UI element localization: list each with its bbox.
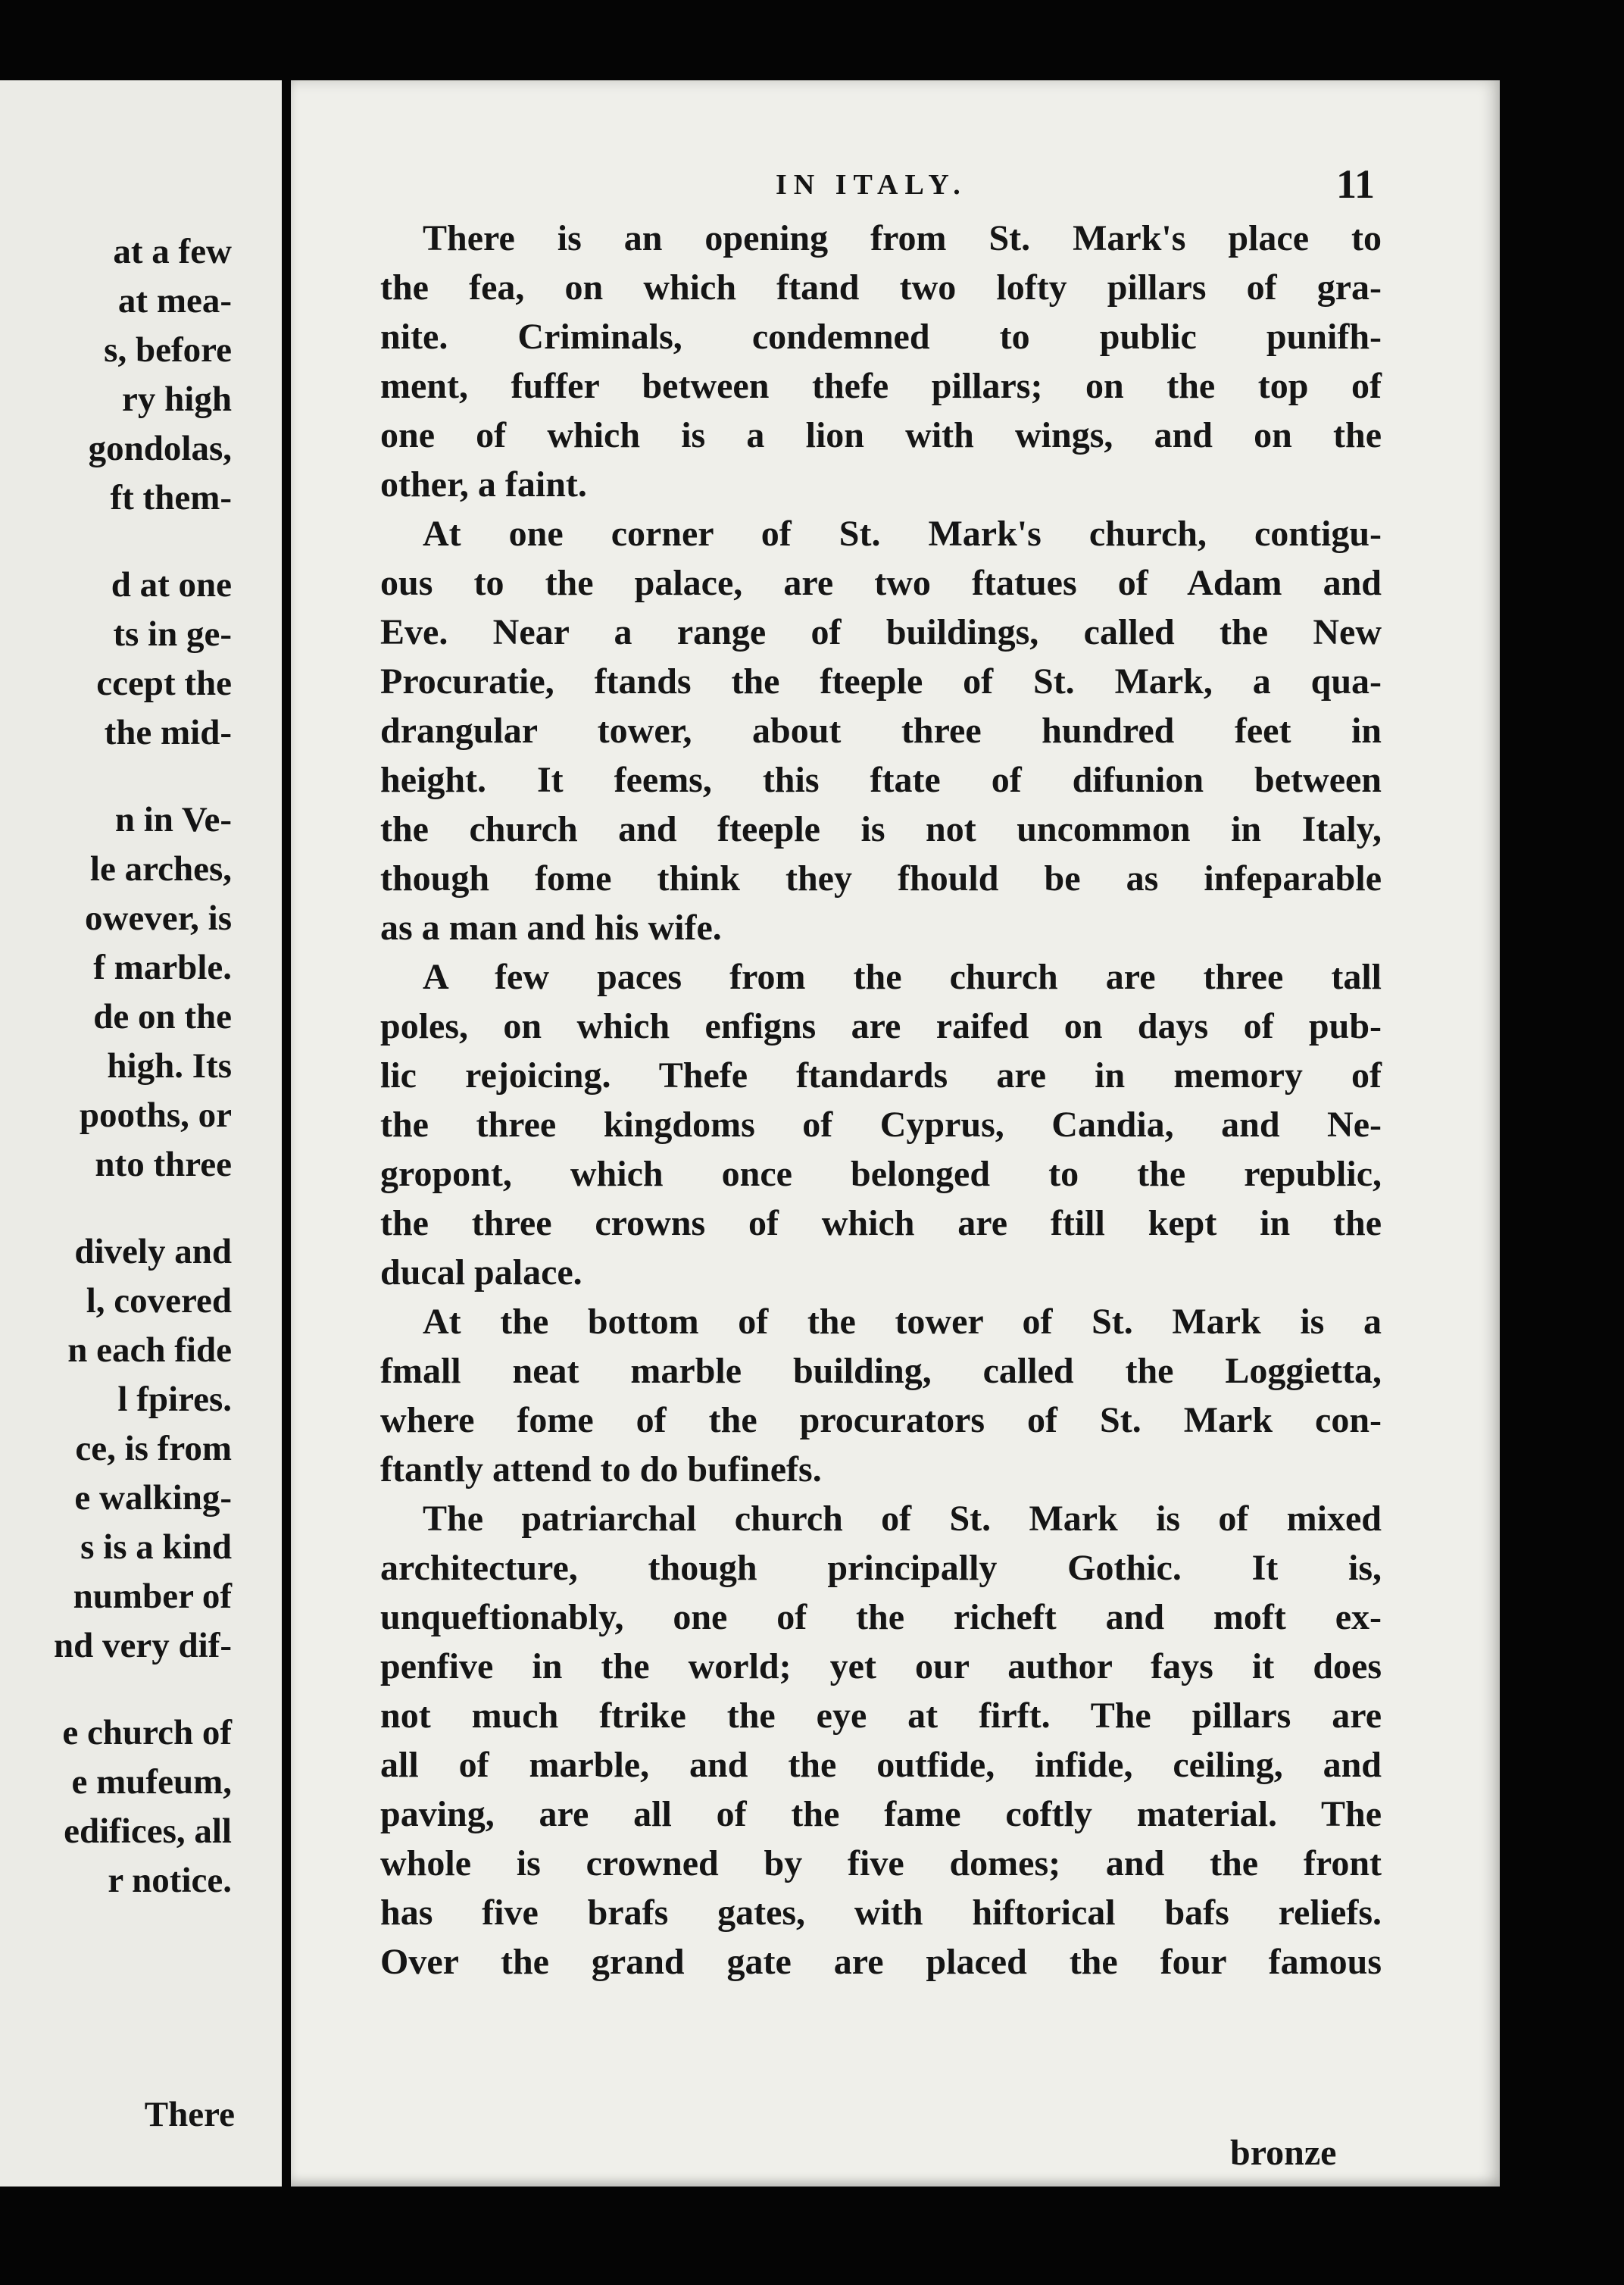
text-line: the three crowns of which are ftill kept in the [380,1203,1382,1243]
text-line: At one corner of St. Mark's church, contigu- [423,514,1382,554]
left-text-line: high. Its [107,1046,232,1086]
left-text-line: r notice. [108,1861,232,1900]
page-gutter [282,80,291,2187]
text-line: has five brafs gates, with hiftorical bafs reliefs. [380,1893,1382,1933]
left-text-line: l, covered [86,1281,232,1321]
running-head: IN ITALY. [776,169,967,201]
left-text-line: at mea- [117,281,232,320]
text-line: A few paces from the church are three tall [423,957,1382,997]
text-line: poles, on which enfigns are raifed on days of pub- [380,1006,1382,1046]
left-text-line: ft them- [110,478,232,517]
left-text-line: de on the [93,997,232,1036]
text-line: as a man and his wife. [380,908,722,948]
left-text-line: pooths, or [79,1096,232,1135]
text-line: ous to the palace, are two ftatues of Adam and [380,563,1382,603]
text-line: Procuratie, ftands the fteeple of St. Mark, a qua- [380,661,1382,702]
left-text-line: dively and [74,1232,232,1271]
left-text-line: nd very dif- [54,1626,232,1665]
page-header [291,161,1500,211]
left-text-line: gondolas, [88,429,232,468]
left-text-line: nto three [95,1145,232,1184]
left-text-line [54,523,232,561]
text-line: though fome think they fhould be as infeparable [380,858,1382,899]
right-page [291,80,1500,2187]
text-line: not much ftrike the eye at firft. The pillars are [380,1696,1382,1736]
left-text-line: le arches, [89,849,232,889]
left-text-line: e mufeum, [71,1762,232,1802]
left-page-text [54,227,232,1905]
text-line: where fome of the procurators of St. Mark con- [380,1400,1382,1440]
text-line: drangular tower, about three hundred feet in [380,711,1382,751]
left-text-line: e walking- [74,1478,232,1518]
text-line: At the bottom of the tower of St. Mark is a [423,1302,1382,1342]
text-line: height. It feems, this ftate of difunion between [380,760,1382,800]
text-line: paving, are all of the fame coftly material. The [380,1794,1382,1834]
left-text-line: f marble. [93,948,232,987]
text-line: There is an opening from St. Mark's place to [423,218,1382,258]
left-page [0,80,284,2187]
text-line: Over the grand gate are placed the four famous [380,1942,1382,1982]
text-line: other, a faint. [380,464,587,505]
text-line: the three kingdoms of Cyprus, Candia, and Ne- [380,1105,1382,1145]
left-text-line [54,1671,232,1708]
text-line: ftantly attend to do bufinefs. [380,1449,822,1489]
text-line: all of marble, and the outfide, infide, ceiling, and [380,1745,1382,1785]
left-text-line: number of [73,1577,232,1616]
text-line: nite. Criminals, condemned to public punifh- [380,317,1382,357]
text-line: lic rejoicing. Thefe ftandards are in memory of [380,1055,1382,1096]
left-text-line: s, before [104,330,232,370]
catchword: bronze [1230,2133,1337,2173]
left-text-line: l fpires. [117,1380,232,1419]
text-line: Eve. Near a range of buildings, called the New [380,612,1382,652]
body-text [380,214,1382,1986]
text-line: whole is crowned by five domes; and the front [380,1843,1382,1883]
left-text-line: edifices, all [64,1811,232,1851]
left-text-line: d at one [111,565,232,605]
text-line: one of which is a lion with wings, and on the [380,415,1382,455]
left-text-line: n each fide [67,1330,232,1370]
left-text-line: owever, is [84,899,232,938]
page-number: 11 [1336,161,1376,207]
text-line: architecture, though principally Gothic. It is, [380,1548,1382,1588]
text-line: the fea, on which ftand two lofty pillars of gra- [380,267,1382,308]
text-line: penfive in the world; yet our author fays it does [380,1646,1382,1686]
left-text-line: e church of [62,1713,232,1752]
text-line: gropont, which once belonged to the republic, [380,1154,1382,1194]
text-line: ducal palace. [380,1252,582,1293]
text-line: The patriarchal church of St. Mark is of mixed [423,1499,1382,1539]
left-text-line: n in Ve- [114,800,232,839]
left-text-line: ts in ge- [113,614,232,654]
left-text-line [54,758,232,796]
left-text-line: the mid- [104,713,232,752]
left-text-line: ry high [122,380,232,419]
left-catchword: There [144,2095,235,2134]
text-line: ment, fuffer between thefe pillars; on the top of [380,366,1382,406]
text-line: the church and fteeple is not uncommon in Italy, [380,809,1382,849]
left-text-line: ce, is from [75,1429,232,1468]
text-line: fmall neat marble building, called the Loggietta, [380,1351,1382,1391]
left-text-line: s is a kind [80,1527,232,1567]
text-line: unqueftionably, one of the richeft and moft ex- [380,1597,1382,1637]
left-text-line [54,1189,232,1227]
left-text-line: at a few [113,232,232,271]
left-text-line: ccept the [96,664,232,703]
